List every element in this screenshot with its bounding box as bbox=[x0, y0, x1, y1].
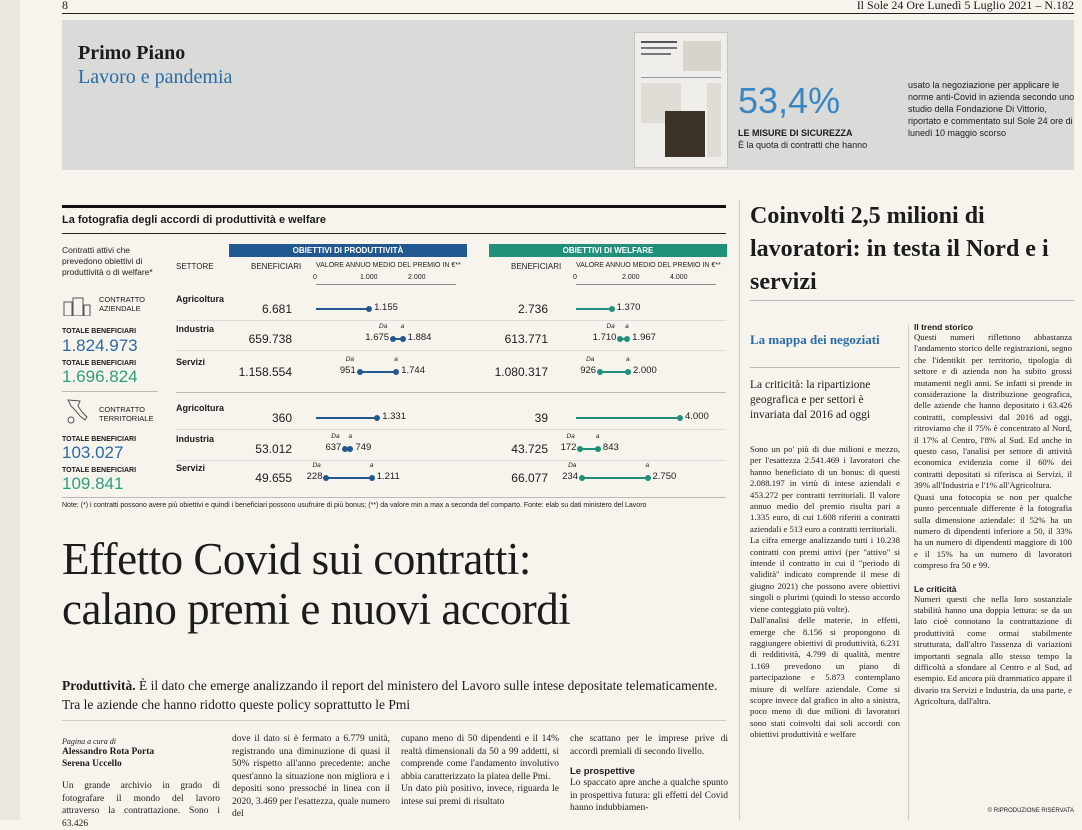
right-rule bbox=[750, 300, 1074, 301]
welf-from-value: 1.710 bbox=[592, 332, 617, 343]
welf-dot-from bbox=[597, 369, 603, 375]
lead-rule bbox=[62, 720, 726, 721]
article-col-4b: Lo spaccato apre anche a qualche spunto in prospettiva futura: gli effetti del Covid hanno indubbiamen- bbox=[570, 778, 728, 813]
axis-w-tick-2: 4.000 bbox=[670, 274, 688, 281]
prod-bar bbox=[316, 417, 377, 419]
prod-from-value: 1.675 bbox=[365, 332, 390, 343]
az-tot-label-w: TOTALE BENEFICIARI bbox=[62, 360, 137, 367]
page-number: 8 bbox=[62, 0, 68, 12]
row-benef-w: 2.736 bbox=[517, 302, 548, 316]
welf-da-label: Da bbox=[586, 356, 595, 363]
header-info: Il Sole 24 Ore Lunedì 5 Luglio 2021 – N.182 bbox=[856, 0, 1074, 12]
headline-line-1: Effetto Covid sui contratti: bbox=[62, 534, 531, 584]
welf-from-value: 172 bbox=[560, 442, 577, 453]
row-settore: Servizi bbox=[176, 357, 206, 367]
col-valore-w: VALORE ANNUO MEDIO DEL PREMIO IN €** bbox=[576, 262, 721, 269]
right-col-b-wrap bbox=[914, 322, 1072, 708]
page-header bbox=[62, 0, 1074, 14]
criticita-heading: Le criticità bbox=[914, 583, 957, 594]
right-subheading: La criticità: la ripartizione geografica e per settori è invariata dal 2016 ad oggi bbox=[750, 379, 871, 421]
row-settore: Servizi bbox=[176, 463, 206, 473]
welf-to-value: 2.000 bbox=[633, 365, 657, 376]
row-benef-w: 66.077 bbox=[511, 471, 548, 485]
prod-from-value: 951 bbox=[339, 365, 356, 376]
right-col-c: Numeri questi che nella loro sostanziale stabilità hanno una doppia lettura: se da un lato cioè connotano la contrattazione di produttività come ormai stabilmente strutturata, dall'altro l'assenza di variazioni importanti segnala allo stesso tempo la difficoltà a sfondare al Centro e al Sud, ad esempio. Ed ancora più drammatico appare il divario tra Servizi e Industria, da una parte, e Agricoltura, dall'altra. bbox=[914, 593, 1072, 707]
contratto-territoriale-label: CONTRATTO TERRITORIALE bbox=[99, 405, 154, 423]
main-headline bbox=[62, 534, 570, 634]
axis-p-tick-1: 1.000 bbox=[360, 274, 378, 281]
lead-text: È il dato che emerge analizzando il report del ministero del Lavoro sulle intese depositate telematicamente. Tra le aziende che hanno ridotto queste policy soprattutto le Pmi bbox=[62, 678, 718, 712]
prod-a-label: a bbox=[348, 433, 353, 440]
prod-a-label: a bbox=[394, 356, 398, 363]
column-divider-2 bbox=[908, 325, 909, 820]
axis-p bbox=[316, 284, 456, 285]
row-benef-w: 39 bbox=[534, 411, 548, 425]
prod-a-label: a bbox=[400, 323, 405, 330]
percent-label: LE MISURE DI SICUREZZA bbox=[738, 128, 853, 138]
prod-from-value: 228 bbox=[306, 471, 323, 482]
welf-dot-to bbox=[625, 369, 631, 375]
welf-bar bbox=[576, 308, 612, 310]
az-tot-w: 1.696.824 bbox=[62, 367, 138, 386]
prod-range-bar bbox=[360, 371, 396, 373]
prod-bar bbox=[316, 308, 369, 310]
row-benef-p: 49.655 bbox=[255, 471, 292, 485]
page-gutter bbox=[0, 0, 20, 820]
byline bbox=[62, 737, 220, 830]
prod-dot-to bbox=[400, 336, 406, 342]
prod-from-value: 637 bbox=[325, 442, 342, 453]
prod-da-label: Da bbox=[331, 433, 340, 440]
article-col-3: cupano meno di 50 dipendenti e il 14% realtà dimensionali da 50 a 99 addetti, si comprende come l'andamento involutivo abbia caratterizzato la platea delle Pmi. Un dato più positivo, invece, riguarda le intese sui premi di risultato bbox=[401, 734, 559, 807]
prod-to-value: 1.744 bbox=[401, 365, 425, 376]
welf-to-value: 1.967 bbox=[632, 332, 656, 343]
percent-stat: 53,4% bbox=[738, 80, 841, 121]
note-rule bbox=[62, 497, 726, 498]
row-settore: Industria bbox=[176, 324, 215, 334]
prospettive-heading: Le prospettive bbox=[570, 766, 635, 777]
welf-dot bbox=[677, 415, 683, 421]
welf-a-label: a bbox=[626, 356, 630, 363]
row-settore: Agricoltura bbox=[176, 294, 225, 304]
infographic-rule bbox=[62, 233, 726, 234]
axis-w bbox=[576, 284, 716, 285]
welfare-header: OBIETTIVI DI WELFARE bbox=[489, 244, 727, 257]
prod-to-value: 1.211 bbox=[376, 471, 400, 482]
right-col-a: Sono un po' più di due milioni e mezzo, per l'esattezza 2.541.469 i lavoratori che hanno beneficiato di un bonus: di questi 2.088.197 in virtù di intese aziendali e 453.272 per contratti territoriali. Il valore annuo medio del premio risulta pari a 1.335 euro, di cui 1.608 riferiti a contratti aziendali e 513 euro a contratti territoriali. La cifra emerge analizzando tutti i 10.238 contratti con premi attivi (per "attivo" si intende il contratto in cui il "periodo di validità" indicato comprende il mese di giugno 2021) che possono avere obiettivi singoli o plurimi (quindi lo stesso accordo viene conteggiato più volte). Dall'analisi delle materie, in effetti, emerge che 8.156 si propongono di raggiungere obiettivi di produttività, 6.231 di redditività, 4.799 di qualità, mentre 1.169 prevedono un piano di partecipazione e 5.873 contemplano misure di welfare aziendale. Come si scopre invece dal grafico in alto a sinistra, poco meno di due milioni di lavoratori sono stati coinvolti dai soli accordi con obiettivi produttività e welfare bbox=[750, 444, 900, 740]
section-topic: Lavoro e pandemia bbox=[78, 66, 233, 88]
prod-to-value: 749 bbox=[355, 442, 372, 453]
row-benef-p: 360 bbox=[271, 411, 292, 425]
row-settore: Industria bbox=[176, 434, 215, 444]
welf-value: 4.000 bbox=[685, 411, 709, 422]
row-benef-w: 1.080.317 bbox=[494, 365, 548, 379]
building-icon bbox=[62, 296, 92, 316]
group-divider bbox=[176, 392, 726, 393]
contratto-aziendale-label: CONTRATTO AZIENDALE bbox=[99, 295, 145, 313]
welf-range-bar bbox=[600, 371, 628, 373]
welf-to-value: 2.750 bbox=[652, 471, 677, 482]
prod-da-label: Da bbox=[312, 462, 321, 469]
welf-dot bbox=[609, 306, 615, 312]
terr-tot-w: 109.841 bbox=[62, 474, 124, 493]
welf-bar bbox=[576, 417, 680, 419]
axis-w-tick-1: 2.000 bbox=[622, 274, 640, 281]
axis-w-tick-0: 0 bbox=[573, 274, 577, 281]
welf-da-label: Da bbox=[568, 462, 577, 469]
col-beneficiari-w: BENEFICIARI bbox=[511, 262, 562, 271]
prod-dot-from bbox=[323, 475, 329, 481]
welf-from-value: 234 bbox=[562, 471, 579, 482]
welf-da-label: Da bbox=[606, 323, 615, 330]
welf-from-value: 926 bbox=[580, 365, 597, 376]
welf-dot-to bbox=[624, 336, 630, 342]
prod-da-label: Da bbox=[379, 323, 388, 330]
column-divider bbox=[739, 200, 740, 820]
percent-description: È la quota di contratti che hanno bbox=[738, 140, 868, 150]
prod-to-value: 1.884 bbox=[407, 332, 432, 343]
row-benef-p: 53.012 bbox=[255, 442, 292, 456]
col-valore-p: VALORE ANNUO MEDIO DEL PREMIO IN €** bbox=[316, 262, 461, 269]
row-divider bbox=[176, 350, 726, 351]
row-benef-p: 1.158.554 bbox=[238, 365, 292, 379]
lead-bold: Produttività. bbox=[62, 678, 136, 693]
row-benef-p: 6.681 bbox=[261, 302, 292, 316]
prod-a-label: a bbox=[369, 462, 374, 469]
author-1: Alessandro Rota Porta bbox=[62, 747, 155, 757]
terr-tot-label-p: TOTALE BENEFICIARI bbox=[62, 436, 137, 443]
primo-piano-banner bbox=[62, 20, 1074, 170]
welf-da-label: Da bbox=[566, 433, 575, 440]
col-settore: SETTORE bbox=[176, 262, 214, 271]
az-tot-p: 1.824.973 bbox=[62, 336, 138, 355]
productivity-header: OBIETTIVI DI PRODUTTIVITÀ bbox=[229, 244, 467, 257]
prod-dot bbox=[374, 415, 380, 421]
prod-da-label: Da bbox=[345, 356, 355, 363]
welf-a-label: a bbox=[645, 462, 650, 469]
left-divider bbox=[62, 391, 158, 392]
welf-range-bar bbox=[582, 477, 647, 479]
author-2: Serena Uccello bbox=[62, 759, 122, 769]
welf-dot-from bbox=[579, 475, 585, 481]
axis-p-tick-2: 2.000 bbox=[408, 274, 426, 281]
col-beneficiari-p: BENEFICIARI bbox=[251, 262, 302, 271]
right-headline: Coinvolti 2,5 milioni di lavoratori: in testa il Nord e i servizi bbox=[750, 203, 1049, 295]
axis-p-tick-0: 0 bbox=[313, 274, 317, 281]
right-col-b: Questi numeri riflettono abbastanza l'andamento storico delle registrazioni, segno che l'identikit per territorio, tipologia di settore e di azienda non ha subito grossi mutamenti negli anni. Se infatti si prende in considerazione la distribuzione geografica, delle aziende che hanno depositato i 63.426 contratti, complessivi dal 2016 ad oggi, ritroviamo che il 75% è concentrato al Nord, il 17% al Centro, l'8% al Sud. Ed anche in questo caso, l'analisi per settore di attività economica evidenzia come il 60% dei contratti depositati si riferisca ai Servizi, il 39% all'Industria e l'1% all'Agricoltura. Quasi una fotocopia se non per qualche punto percentuale differente è la fotografia sulla dimensione aziendale: il 52% ha un numero di dipendenti inferiore a 50, il 33% ha un numero di dipendenti maggiore di 100 e il 15% ha un numero di lavoratori compreso fra 50 e 99. bbox=[914, 332, 1072, 571]
article-col-4 bbox=[570, 733, 728, 815]
prod-dot-to bbox=[369, 475, 375, 481]
row-divider bbox=[176, 320, 726, 321]
welf-dot-to bbox=[645, 475, 651, 481]
az-tot-label-p: TOTALE BENEFICIARI bbox=[62, 328, 137, 335]
copyright: © RIPRODUZIONE RISERVATA bbox=[987, 808, 1074, 814]
row-benef-p: 659.738 bbox=[248, 332, 292, 346]
row-benef-w: 43.725 bbox=[511, 442, 548, 456]
prod-dot bbox=[366, 306, 372, 312]
banner-text: usato la negoziazione per applicare le norme anti-Covid in azienda secondo uno studio della Fondazione Di Vittorio, riportato e commentato sul Sole 24 ore di lunedì 10 maggio scorso bbox=[908, 80, 1075, 138]
article-col-2: dove il dato si è fermato a 6.779 unità, registrando una diminuzione di quasi il 50% rispetto all'anno precedente: anche quest'anno la situazione non migliora e i depositi sono pressoché in linea con il 2020, 3.469 per l'esattezza, quale numero del bbox=[232, 734, 390, 819]
prod-dot-from bbox=[357, 369, 363, 375]
italy-map-icon bbox=[62, 398, 92, 426]
infographic-note: Note: (*) i contratti possono avere più obiettivi e quindi i beneficiari possono usufruire di più bonus; (**) da valore min a max a seconda del comparto. Fonte: elab su dati ministero del Lavoro bbox=[62, 502, 647, 509]
headline-line-2: calano premi e nuovi accordi bbox=[62, 584, 571, 634]
welf-a-label: a bbox=[595, 433, 600, 440]
row-benef-w: 613.771 bbox=[504, 332, 548, 346]
row-settore: Agricoltura bbox=[176, 403, 225, 413]
article-col-1: Un grande archivio in grado di fotografare il mondo del lavoro attraverso la contrattazione. Sono i 63.426 bbox=[62, 781, 220, 829]
newspaper-thumbnail-image bbox=[634, 32, 728, 168]
infographic-intro: Contratti attivi che prevedono obiettivi di produttività o di welfare* bbox=[62, 245, 153, 277]
byline-label: Pagina a cura di bbox=[62, 737, 116, 746]
prod-dot-from bbox=[390, 336, 396, 342]
mappa-label: La mappa dei negoziati bbox=[750, 332, 880, 347]
welf-dot-to bbox=[595, 446, 601, 452]
prod-range-bar bbox=[326, 477, 371, 479]
prod-dot-to bbox=[347, 446, 353, 452]
welf-dot-from bbox=[617, 336, 623, 342]
row-divider bbox=[176, 429, 726, 430]
terr-tot-label-w: TOTALE BENEFICIARI bbox=[62, 467, 137, 474]
prod-value: 1.331 bbox=[382, 411, 406, 422]
row-divider bbox=[176, 460, 726, 461]
welf-value: 1.370 bbox=[616, 302, 641, 313]
trend-heading: Il trend storico bbox=[914, 322, 974, 332]
mappa-rule bbox=[750, 367, 900, 368]
welf-dot-from bbox=[577, 446, 583, 452]
article-col-4a: che scattano per le imprese prive di accordi premiali di secondo livello. bbox=[570, 734, 728, 757]
lead-paragraph bbox=[62, 676, 726, 714]
terr-tot-p: 103.027 bbox=[62, 443, 124, 462]
infographic-title: La fotografia degli accordi di produttività e welfare bbox=[62, 205, 726, 226]
welf-to-value: 843 bbox=[602, 442, 619, 453]
section-title: Primo Piano bbox=[78, 42, 186, 64]
prod-value: 1.155 bbox=[374, 302, 398, 313]
welf-a-label: a bbox=[625, 323, 629, 330]
prod-dot-to bbox=[393, 369, 399, 375]
